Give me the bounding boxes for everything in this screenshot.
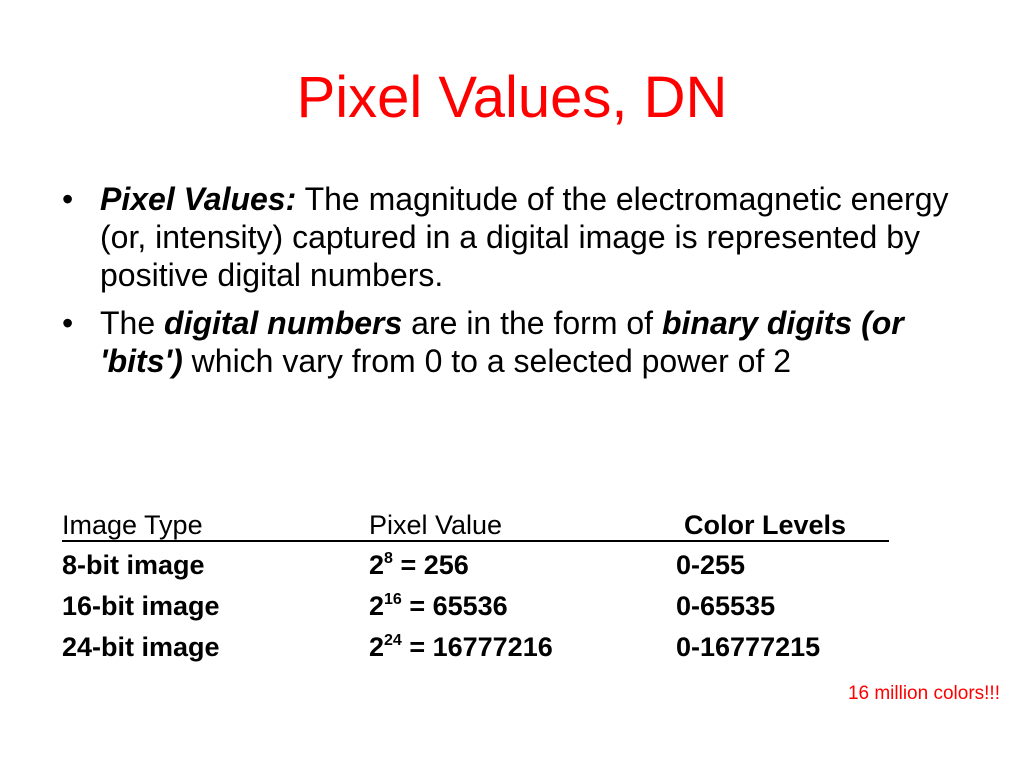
bit-depth-table	[62, 505, 902, 668]
bullet-list	[62, 180, 962, 390]
power-exponent: 16	[384, 591, 402, 608]
power-exponent: 8	[384, 550, 393, 567]
header-pixel-value: Pixel Value	[369, 510, 503, 540]
bullet-tail-text: which vary from 0 to a selected power of 2	[182, 343, 792, 379]
cell-image-type: 24-bit image	[62, 632, 220, 662]
power-result: = 65536	[401, 591, 508, 621]
cell-pixel-value	[369, 627, 553, 667]
table-row	[62, 545, 902, 586]
term-binary-digits: binary digits (or 'bits')	[100, 305, 904, 379]
table-row	[62, 586, 902, 627]
bullet-icon: •	[62, 305, 74, 341]
cell-color-levels: 0-255	[676, 550, 746, 580]
power-result: = 16777216	[401, 632, 553, 662]
power-exponent: 24	[384, 632, 402, 649]
term-digital-numbers: digital numbers	[164, 305, 403, 341]
bullet-lead-text: The	[100, 305, 165, 341]
slide-title: Pixel Values, DN	[296, 65, 728, 130]
million-colors-note: 16 million colors!!!	[847, 683, 1000, 704]
cell-color-levels: 0-16777215	[676, 632, 821, 662]
header-color-levels: Color Levels	[684, 510, 847, 540]
power-base: 2	[369, 550, 385, 580]
cell-pixel-value	[369, 586, 508, 626]
definition-text: The magnitude of the electromagnetic energy (or, intensity) captured in a digital image is represented by positive digital numbers.	[100, 181, 949, 293]
bullet-item-digital-numbers	[62, 304, 962, 380]
power-base: 2	[369, 591, 385, 621]
bullet-item-pixel-values	[62, 180, 962, 294]
table-header-row	[62, 505, 902, 545]
cell-image-type: 8-bit image	[62, 550, 205, 580]
bullet-middle-text: are in the form of	[402, 305, 662, 341]
table-row	[62, 627, 902, 668]
term-pixel-values: Pixel Values:	[100, 181, 297, 217]
cell-color-levels: 0-65535	[676, 591, 776, 621]
cell-pixel-value	[369, 545, 469, 585]
header-image-type: Image Type	[62, 510, 203, 540]
power-base: 2	[369, 632, 385, 662]
bullet-icon: •	[62, 181, 74, 217]
cell-image-type: 16-bit image	[62, 591, 220, 621]
power-result: = 256	[392, 550, 469, 580]
